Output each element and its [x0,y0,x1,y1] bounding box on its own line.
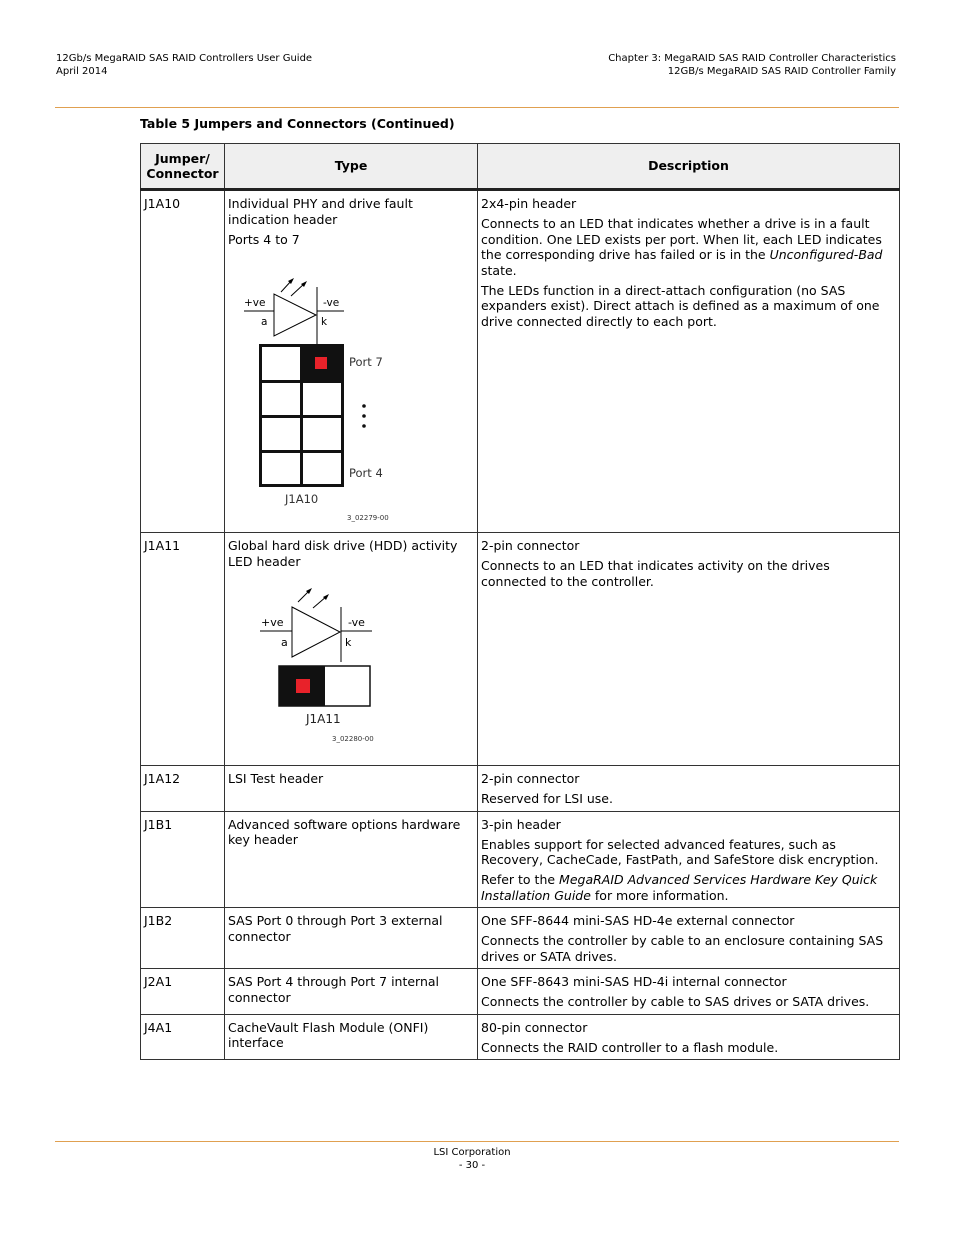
connector-name: J1A12 [141,766,225,812]
pos-label: +ve [244,296,266,309]
type-cell: Individual PHY and drive fault indication header Ports 4 to 7 +ve -ve a k Port 7 Port 4 J1A10 3_02279-00 [225,190,478,533]
connector-name: J1B2 [141,908,225,969]
diagram-code: 3_02279-00 [347,513,389,522]
type-cell: SAS Port 4 through Port 7 internal connector [225,969,478,1015]
jumpers-table [140,143,900,1060]
pos-label: +ve [261,615,284,629]
description-cell: 2x4-pin header Connects to an LED that indicates whether a drive is in a fault condition. One LED exists per port. When lit, each LED indicates the corresponding drive has failed or is in the Unconfigured-Bad state. The LEDs function in a direct-attach configuration (no SAS expanders exist). Direct attach is defined as a maximum of one drive connected directly to each port. [478,190,900,533]
description-cell: 2-pin connector Reserved for LSI use. [478,766,900,812]
anode-label: a [281,635,288,649]
page-number: - 30 - [458,1160,486,1171]
table-row [141,908,900,969]
type-cell: Advanced software options hardware key header [225,811,478,908]
led-pin-icon [315,357,327,369]
type-cell: Global hard disk drive (HDD) activity LED header +ve -ve a k J1A11 3_02280-00 [225,533,478,766]
description-cell: 80-pin connector Connects the RAID controller to a flash module. [478,1014,900,1060]
section-title: 12GB/s MegaRAID SAS RAID Controller Family [667,66,896,77]
table-row [141,969,900,1015]
col-header-connector: Jumper/ Connector [141,144,225,190]
neg-label: -ve [348,615,365,629]
diagram-label: J1A10 [285,491,319,506]
cathode-label: k [321,315,328,328]
connector-name: J1A11 [141,533,225,766]
connector-name: J1A10 [141,190,225,533]
footer-rule [55,1141,899,1142]
header-right [608,52,896,78]
col-header-description: Description [478,144,900,190]
connector-name: J4A1 [141,1014,225,1060]
type-cell: SAS Port 0 through Port 3 external connector [225,908,478,969]
table-caption: Table 5 Jumpers and Connectors (Continued) [140,116,455,131]
j1a10-diagram [228,252,474,522]
footer [0,1146,944,1172]
table-row [141,533,900,766]
led-header-diagram [228,574,428,754]
table-row [141,190,900,533]
header-rule [55,107,899,108]
doc-title: 12Gb/s MegaRAID SAS RAID Controllers User Guide [56,53,313,64]
led-pin-icon [296,679,310,693]
description-cell: 2-pin connector Connects to an LED that indicates activity on the drives connected to the controller. [478,533,900,766]
doc-date: April 2014 [56,66,108,77]
chapter-title: Chapter 3: MegaRAID SAS RAID Controller Characteristics [608,53,896,64]
diagram-code: 3_02280-00 [332,734,374,743]
led-symbol-icon [244,278,344,344]
table-row [141,1014,900,1060]
footer-company: LSI Corporation [433,1147,511,1158]
col-header-type: Type [225,144,478,190]
led-header-diagram [228,252,428,522]
table-row [141,766,900,812]
type-cell: CacheVault Flash Module (ONFI) interface [225,1014,478,1060]
table-row [141,811,900,908]
table-header-row [141,144,900,190]
connector-name: J1B1 [141,811,225,908]
diagram-label: J1A11 [306,711,341,726]
port-bottom-label: Port 4 [349,465,383,480]
j1a11-diagram [228,574,474,758]
anode-label: a [261,315,268,328]
cathode-label: k [345,635,352,649]
connector-name: J2A1 [141,969,225,1015]
header-left [56,52,312,78]
description-cell: 3-pin header Enables support for selected advanced features, such as Recovery, CacheCade, FastPath, and SafeStore disk encryption. Refer to the MegaRAID Advanced Services Hardware Key Quick Installation Guide for more information. [478,811,900,908]
port-top-label: Port 7 [349,354,383,369]
description-cell: One SFF-8644 mini-SAS HD-4e external connector Connects the controller by cable to an enclosure containing SAS drives or SATA drives. [478,908,900,969]
type-cell: LSI Test header [225,766,478,812]
description-cell: One SFF-8643 mini-SAS HD-4i internal connector Connects the controller by cable to SAS drives or SATA drives. [478,969,900,1015]
neg-label: -ve [323,296,340,309]
